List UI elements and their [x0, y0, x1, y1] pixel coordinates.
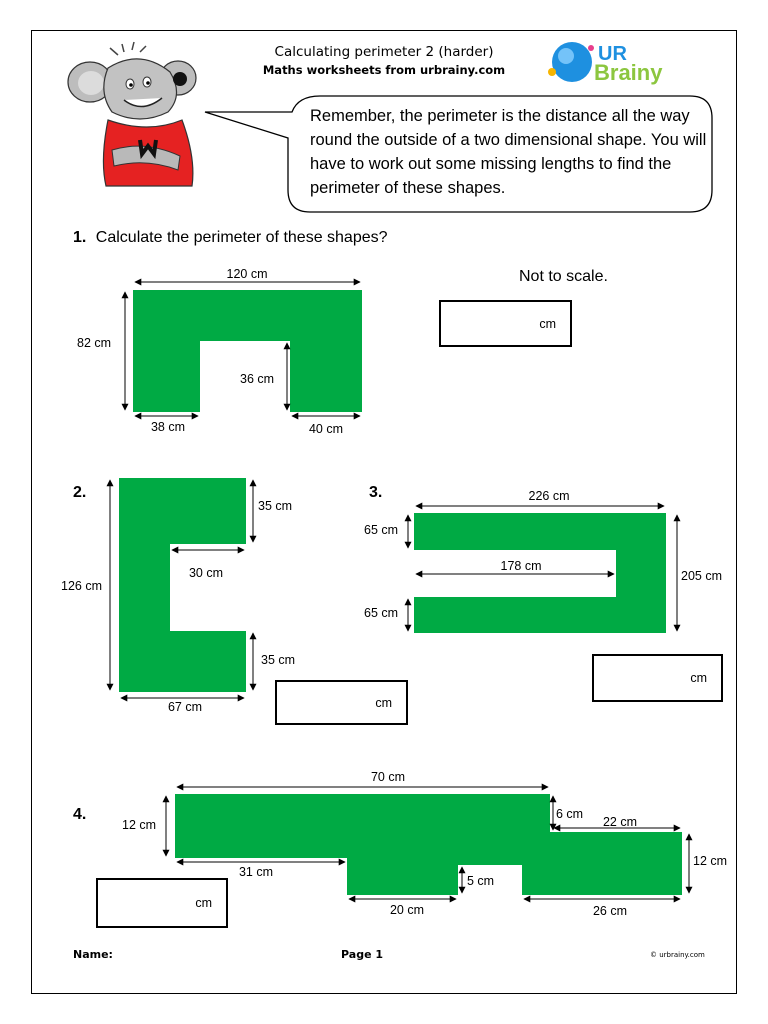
q1-shape [133, 290, 362, 412]
q2-label-bottom-right: 35 cm [261, 653, 296, 667]
q1-answer-unit: cm [539, 316, 556, 331]
not-to-scale-note: Not to scale. [519, 268, 608, 285]
q4-shape [175, 794, 682, 895]
q1-label-top: 120 cm [226, 267, 268, 281]
worksheet-subtitle: Maths worksheets from urbrainy.com [262, 63, 506, 77]
q4-label-bottom-left: 31 cm [238, 865, 274, 879]
q2-label-height: 126 cm [61, 579, 102, 593]
q4-label-right-bottom: 26 cm [592, 904, 628, 918]
q2-label-top-right: 35 cm [258, 499, 293, 513]
q1-label-left: 82 cm [77, 336, 112, 350]
q4-label-right: 12 cm [693, 854, 728, 868]
name-label: Name: [73, 948, 113, 961]
svg-text:Brainy: Brainy [594, 60, 663, 85]
question-1-heading [73, 229, 388, 247]
q3-answer-box[interactable] [592, 654, 723, 702]
copyright-text: © urbrainy.com [650, 951, 705, 959]
q1-label-bottom-right: 40 cm [308, 422, 344, 436]
svg-text:UR: UR [598, 43, 627, 65]
question-2-number: 2. [73, 484, 87, 501]
urbrainy-logo-icon [548, 42, 663, 85]
q3-label-bottom-left: 65 cm [364, 606, 399, 620]
q4-label-top: 70 cm [370, 770, 406, 784]
q1-answer-box[interactable] [439, 300, 572, 347]
question-1-number: 1. [73, 229, 87, 246]
q3-label-inner-width: 178 cm [500, 559, 542, 573]
q4-label-notch-depth: 5 cm [467, 874, 495, 888]
q3-label-top: 226 cm [528, 489, 570, 503]
q4-answer-unit: cm [195, 896, 212, 910]
question-1-instruction: Calculate the perimeter of these shapes? [95, 229, 388, 246]
page-number: Page 1 [341, 948, 384, 961]
q4-label-left: 12 cm [122, 818, 157, 832]
q3-label-top-left: 65 cm [364, 523, 399, 537]
q2-label-bottom: 67 cm [167, 700, 203, 714]
q2-answer-box[interactable] [275, 680, 408, 725]
q3-shape [414, 513, 666, 633]
question-4-number: 4. [73, 806, 87, 823]
q4-label-step: 6 cm [556, 807, 584, 821]
q4-label-right-top: 22 cm [602, 815, 638, 829]
q1-label-bottom-left: 38 cm [150, 420, 186, 434]
q3-answer-unit: cm [690, 671, 707, 685]
q1-label-inner: 36 cm [240, 372, 275, 386]
q4-answer-box[interactable] [96, 878, 228, 928]
mascot-mouse-icon [68, 42, 196, 186]
q3-label-right: 205 cm [681, 569, 722, 583]
question-3-number: 3. [369, 484, 383, 501]
q2-answer-unit: cm [375, 695, 392, 710]
reminder-text: Remember, the perimeter is the distance all the way round the outside of a two dimensional shape. You will have to work out some missing lengths to find the perimeter of these shapes. [310, 107, 707, 197]
worksheet-title: Calculating perimeter 2 (harder) [274, 44, 494, 60]
q2-shape [119, 478, 246, 692]
q2-label-inner-width: 30 cm [188, 566, 224, 580]
q4-label-tab-width: 20 cm [389, 903, 425, 917]
